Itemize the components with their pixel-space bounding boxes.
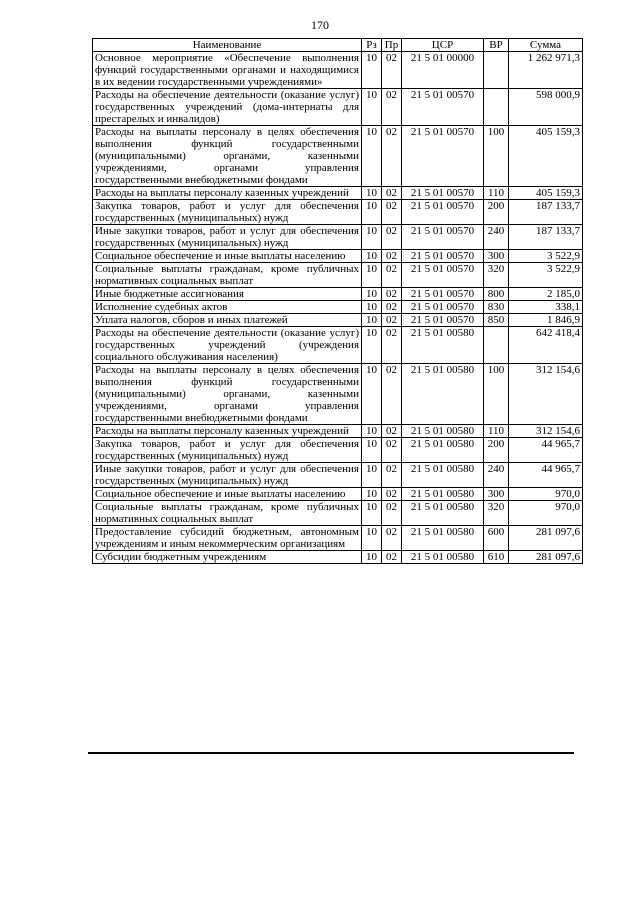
cell-csr: 21 5 01 00580: [402, 425, 484, 438]
cell-vr: 610: [484, 551, 509, 564]
cell-vr: 240: [484, 225, 509, 250]
header-vr: ВР: [484, 39, 509, 52]
cell-csr: 21 5 01 00570: [402, 200, 484, 225]
cell-rz: 10: [362, 327, 382, 364]
cell-csr: 21 5 01 00570: [402, 263, 484, 288]
cell-sum: 405 159,3: [509, 126, 583, 187]
cell-name: Социальное обеспечение и иные выплаты населению: [93, 250, 362, 263]
cell-rz: 10: [362, 526, 382, 551]
cell-sum: 338,1: [509, 301, 583, 314]
cell-csr: 21 5 01 00580: [402, 438, 484, 463]
cell-csr: 21 5 01 00570: [402, 250, 484, 263]
cell-name: Иные закупки товаров, работ и услуг для обеспечения государственных (муниципальных) нужд: [93, 463, 362, 488]
cell-name: Субсидии бюджетным учреждениям: [93, 551, 362, 564]
cell-sum: 598 000,9: [509, 89, 583, 126]
cell-sum: 187 133,7: [509, 200, 583, 225]
cell-name: Социальные выплаты гражданам, кроме публичных нормативных социальных выплат: [93, 263, 362, 288]
cell-name: Расходы на обеспечение деятельности (оказание услуг) государственных учреждений (учреждения социального обслуживания населения): [93, 327, 362, 364]
cell-rz: 10: [362, 301, 382, 314]
cell-vr: [484, 89, 509, 126]
cell-pr: 02: [382, 438, 402, 463]
cell-sum: 642 418,4: [509, 327, 583, 364]
cell-csr: 21 5 01 00580: [402, 488, 484, 501]
cell-rz: 10: [362, 314, 382, 327]
table-row: [93, 501, 583, 526]
table-row: [93, 250, 583, 263]
table-row: [93, 301, 583, 314]
cell-name: Социальные выплаты гражданам, кроме публичных нормативных социальных выплат: [93, 501, 362, 526]
cell-vr: 830: [484, 301, 509, 314]
cell-name: Уплата налогов, сборов и иных платежей: [93, 314, 362, 327]
cell-sum: 405 159,3: [509, 187, 583, 200]
cell-csr: 21 5 01 00570: [402, 225, 484, 250]
table-row: [93, 364, 583, 425]
cell-vr: 850: [484, 314, 509, 327]
table-row: [93, 187, 583, 200]
cell-sum: 970,0: [509, 501, 583, 526]
cell-pr: 02: [382, 488, 402, 501]
cell-pr: 02: [382, 526, 402, 551]
cell-vr: [484, 52, 509, 89]
cell-vr: 110: [484, 425, 509, 438]
cell-rz: 10: [362, 364, 382, 425]
cell-csr: 21 5 01 00580: [402, 364, 484, 425]
cell-sum: 187 133,7: [509, 225, 583, 250]
cell-rz: 10: [362, 187, 382, 200]
cell-vr: 200: [484, 438, 509, 463]
cell-pr: 02: [382, 288, 402, 301]
cell-vr: 200: [484, 200, 509, 225]
cell-pr: 02: [382, 200, 402, 225]
cell-csr: 21 5 01 00580: [402, 463, 484, 488]
table-row: [93, 52, 583, 89]
cell-pr: 02: [382, 225, 402, 250]
cell-name: Расходы на выплаты персоналу в целях обеспечения выполнения функций государственными (муниципальными) органами, казенными учреждениями, органами управления государственными внебюджетными фондами: [93, 126, 362, 187]
header-csr: ЦСР: [402, 39, 484, 52]
cell-pr: 02: [382, 52, 402, 89]
cell-name: Предоставление субсидий бюджетным, автономным учреждениям и иным некоммерческим организациям: [93, 526, 362, 551]
cell-pr: 02: [382, 187, 402, 200]
cell-csr: 21 5 01 00570: [402, 187, 484, 200]
cell-vr: 320: [484, 263, 509, 288]
cell-csr: 21 5 01 00000: [402, 52, 484, 89]
cell-rz: 10: [362, 551, 382, 564]
cell-name: Расходы на выплаты персоналу в целях обеспечения выполнения функций государственными (муниципальными) органами, казенными учреждениями, органами управления государственными внебюджетными фондами: [93, 364, 362, 425]
cell-name: Закупка товаров, работ и услуг для обеспечения государственных (муниципальных) нужд: [93, 200, 362, 225]
cell-pr: 02: [382, 463, 402, 488]
cell-rz: 10: [362, 250, 382, 263]
cell-sum: 312 154,6: [509, 364, 583, 425]
cell-vr: 600: [484, 526, 509, 551]
cell-csr: 21 5 01 00570: [402, 314, 484, 327]
cell-sum: 1 846,9: [509, 314, 583, 327]
cell-name: Исполнение судебных актов: [93, 301, 362, 314]
cell-name: Иные бюджетные ассигнования: [93, 288, 362, 301]
table-row: [93, 425, 583, 438]
cell-rz: 10: [362, 263, 382, 288]
cell-pr: 02: [382, 327, 402, 364]
cell-csr: 21 5 01 00580: [402, 327, 484, 364]
cell-name: Социальное обеспечение и иные выплаты населению: [93, 488, 362, 501]
cell-pr: 02: [382, 263, 402, 288]
cell-pr: 02: [382, 501, 402, 526]
table-header-row: [93, 39, 583, 52]
table-row: [93, 526, 583, 551]
cell-csr: 21 5 01 00580: [402, 501, 484, 526]
cell-vr: 100: [484, 126, 509, 187]
cell-sum: 2 185,0: [509, 288, 583, 301]
cell-pr: 02: [382, 126, 402, 187]
table-row: [93, 327, 583, 364]
cell-name: Закупка товаров, работ и услуг для обеспечения государственных (муниципальных) нужд: [93, 438, 362, 463]
cell-csr: 21 5 01 00570: [402, 126, 484, 187]
cell-vr: [484, 327, 509, 364]
cell-rz: 10: [362, 52, 382, 89]
cell-rz: 10: [362, 200, 382, 225]
table-row: [93, 288, 583, 301]
cell-sum: 312 154,6: [509, 425, 583, 438]
cell-csr: 21 5 01 00570: [402, 301, 484, 314]
table-row: [93, 438, 583, 463]
cell-sum: 281 097,6: [509, 551, 583, 564]
header-sum: Сумма: [509, 39, 583, 52]
cell-rz: 10: [362, 438, 382, 463]
header-pr: Пр: [382, 39, 402, 52]
cell-sum: 970,0: [509, 488, 583, 501]
cell-vr: 320: [484, 501, 509, 526]
cell-pr: 02: [382, 89, 402, 126]
cell-pr: 02: [382, 250, 402, 263]
cell-pr: 02: [382, 314, 402, 327]
cell-rz: 10: [362, 488, 382, 501]
cell-csr: 21 5 01 00570: [402, 89, 484, 126]
table-row: [93, 488, 583, 501]
cell-vr: 300: [484, 488, 509, 501]
table-row: [93, 551, 583, 564]
cell-vr: 300: [484, 250, 509, 263]
table-row: [93, 314, 583, 327]
cell-name: Основное мероприятие «Обеспечение выполнения функций государственными органами и находящимися в их ведении государственными учреждениями»: [93, 52, 362, 89]
cell-name: Расходы на выплаты персоналу казенных учреждений: [93, 425, 362, 438]
footnote-divider: [88, 752, 574, 754]
cell-rz: 10: [362, 89, 382, 126]
page-number: 170: [311, 18, 329, 32]
cell-sum: 44 965,7: [509, 438, 583, 463]
table-row: [93, 89, 583, 126]
table-row: [93, 126, 583, 187]
table-row: [93, 263, 583, 288]
cell-pr: 02: [382, 551, 402, 564]
cell-rz: 10: [362, 463, 382, 488]
cell-sum: 44 965,7: [509, 463, 583, 488]
cell-vr: 800: [484, 288, 509, 301]
cell-vr: 100: [484, 364, 509, 425]
header-rz: Рз: [362, 39, 382, 52]
cell-pr: 02: [382, 364, 402, 425]
cell-pr: 02: [382, 425, 402, 438]
cell-name: Иные закупки товаров, работ и услуг для обеспечения государственных (муниципальных) нужд: [93, 225, 362, 250]
cell-rz: 10: [362, 425, 382, 438]
cell-csr: 21 5 01 00580: [402, 551, 484, 564]
cell-name: Расходы на обеспечение деятельности (оказание услуг) государственных учреждений (дома-интернаты для престарелых и инвалидов): [93, 89, 362, 126]
cell-sum: 1 262 971,3: [509, 52, 583, 89]
header-name: Наименование: [93, 39, 362, 52]
cell-rz: 10: [362, 126, 382, 187]
cell-vr: 240: [484, 463, 509, 488]
cell-vr: 110: [484, 187, 509, 200]
cell-rz: 10: [362, 288, 382, 301]
cell-csr: 21 5 01 00580: [402, 526, 484, 551]
cell-name: Расходы на выплаты персоналу казенных учреждений: [93, 187, 362, 200]
table-row: [93, 463, 583, 488]
cell-rz: 10: [362, 225, 382, 250]
cell-rz: 10: [362, 501, 382, 526]
table-row: [93, 225, 583, 250]
cell-sum: 281 097,6: [509, 526, 583, 551]
cell-sum: 3 522,9: [509, 250, 583, 263]
table-row: [93, 200, 583, 225]
cell-pr: 02: [382, 301, 402, 314]
cell-sum: 3 522,9: [509, 263, 583, 288]
cell-csr: 21 5 01 00570: [402, 288, 484, 301]
budget-table: [92, 38, 583, 564]
